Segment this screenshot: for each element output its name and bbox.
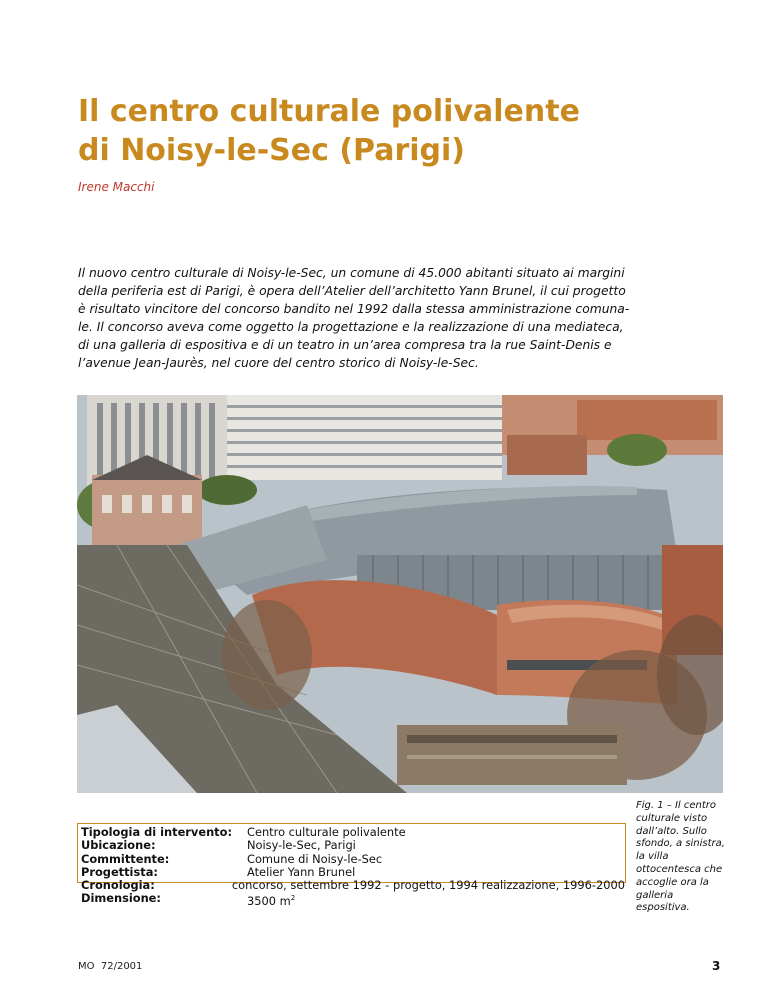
info-label: Cronologia: [81,878,155,893]
building-aerial-photo [77,395,723,793]
info-value: Comune di Noisy-le-Sec [247,851,383,866]
caption-line: dall’alto. Sullo [636,825,707,837]
title-line-2: di Noisy-le-Sec (Parigi) [78,133,466,168]
caption-line: accoglie ora la [636,876,709,888]
abstract-line: le. Il concorso aveva come oggetto la progettazione e la realizzazione di una mediateca, [78,320,624,334]
caption-line: la villa [636,851,669,863]
info-row [81,879,625,892]
abstract-line: l’avenue Jean-Jaurès, nel cuore del centro storico di Noisy-le-Sec. [78,356,479,370]
photo-illustration [77,395,723,793]
info-row [81,826,625,839]
abstract-line: Il nuovo centro culturale di Noisy-le-Sec, un comune di 45.000 abitanti situato ai margini [78,266,625,280]
info-value [247,892,295,908]
info-row [81,853,625,866]
abstract-paragraph [78,264,644,372]
info-value: Atelier Yann Brunel [247,864,356,879]
info-label: Dimensione: [81,891,161,906]
title-line-1: Il centro culturale polivalente [78,94,580,129]
info-value: concorso, settembre 1992 - progetto, 1994 realizzazione, 1996-2000 [231,878,625,893]
journal-issue: MO 72/2001 [78,961,143,972]
caption-line: Fig. 1 – Il centro [636,800,716,811]
info-value: Noisy-le-Sec, Parigi [247,838,356,853]
info-row [81,866,625,879]
info-row [81,892,625,908]
caption-line: espositiva. [636,902,690,914]
info-label: Committente: [81,851,170,866]
info-row [81,839,625,852]
abstract-line: di una galleria di espositiva e di un teatro in un’area compresa tra la rue Saint-Denis e [78,338,612,352]
caption-line: galleria [636,889,674,901]
caption-line: culturale visto [636,812,708,824]
info-label: Tipologia di intervento: [81,825,233,839]
abstract-line: della periferia est di Parigi, è opera dell’Atelier dell’architetto Yann Brunel, il cui progetto [78,284,626,298]
info-value: Centro culturale polivalente [247,825,406,839]
info-label: Progettista: [81,864,158,879]
caption-line: ottocentesca che [636,863,723,875]
unit-exponent: 2 [290,894,296,903]
author-name: Irene Macchi [78,180,155,194]
figure-caption [636,800,736,915]
page-number: 3 [712,959,721,973]
abstract-line: è risultato vincitore del concorso bandito nel 1992 dalla stessa amministrazione comuna- [78,302,630,316]
project-info-box [77,823,626,909]
caption-line: sfondo, a sinistra, [636,838,725,850]
info-label: Ubicazione: [81,838,156,853]
article-title [78,92,678,170]
dimension-value: 3500 m [247,894,291,909]
